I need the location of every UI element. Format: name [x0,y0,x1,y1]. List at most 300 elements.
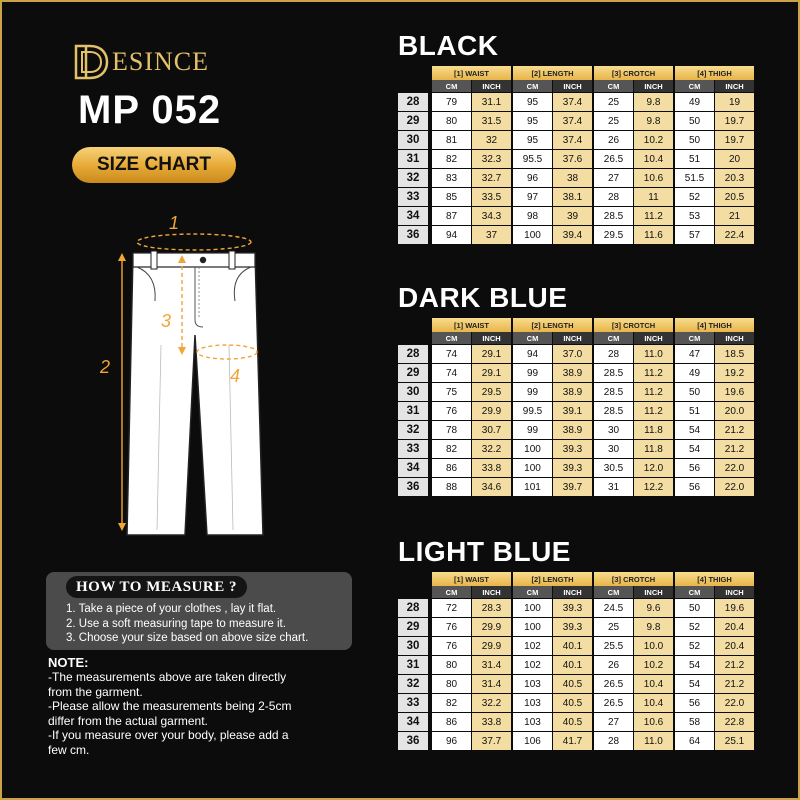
cm-cell: 85 [432,188,471,206]
unit-header-inch: INCH [634,586,673,598]
inch-cell: 11.2 [634,364,673,382]
unit-header-row [398,332,768,344]
cm-cell: 57 [675,226,714,244]
group-header: [2] LENGTH [513,572,592,586]
size-cell: 29 [398,618,428,636]
group-header: [4] THIGH [675,66,754,80]
table-black [398,30,768,241]
unit-header-inch: INCH [472,586,511,598]
cm-cell: 95 [513,93,552,111]
group-header-row [398,572,768,586]
table-row [398,617,768,636]
cm-cell: 51 [675,402,714,420]
cm-cell: 74 [432,364,471,382]
inch-cell: 9.8 [634,93,673,111]
inch-cell: 29.1 [472,345,511,363]
inch-cell: 32 [472,131,511,149]
table-title: BLACK [398,30,499,61]
size-cell: 34 [398,713,428,731]
inch-cell: 29.9 [472,618,511,636]
inch-cell: 31.1 [472,93,511,111]
inch-cell: 33.8 [472,713,511,731]
cm-cell: 28.5 [594,402,633,420]
inch-cell: 37.4 [553,112,592,130]
unit-header-inch: INCH [715,80,754,92]
cm-cell: 26.5 [594,150,633,168]
unit-header-inch: INCH [634,332,673,344]
cm-cell: 82 [432,150,471,168]
size-cell: 36 [398,226,428,244]
cm-cell: 29.5 [594,226,633,244]
cm-cell: 98 [513,207,552,225]
size-table [398,572,768,750]
inch-cell: 33.8 [472,459,511,477]
inch-cell: 10.6 [634,713,673,731]
table-row [398,636,768,655]
brand-logo [72,40,209,84]
inch-cell: 38 [553,169,592,187]
cm-cell: 30 [594,440,633,458]
cm-cell: 82 [432,440,471,458]
inch-cell: 32.7 [472,169,511,187]
table-row [398,382,768,401]
cm-cell: 28.5 [594,383,633,401]
unit-header-inch: INCH [715,586,754,598]
cm-cell: 102 [513,656,552,674]
inch-cell: 12.0 [634,459,673,477]
table-row [398,344,768,363]
cm-cell: 27 [594,169,633,187]
inch-cell: 20 [715,150,754,168]
waist-measure [137,234,251,250]
cm-cell: 74 [432,345,471,363]
group-header: [3] CROTCH [594,572,673,586]
cm-cell: 102 [513,637,552,655]
table-row [398,420,768,439]
cm-cell: 30.5 [594,459,633,477]
cm-cell: 26 [594,656,633,674]
size-cell: 31 [398,656,428,674]
inch-cell: 28.3 [472,599,511,617]
brand-monogram-icon [72,42,110,82]
inch-cell: 22.0 [715,478,754,496]
cm-cell: 50 [675,131,714,149]
cm-cell: 54 [675,656,714,674]
inch-cell: 38.1 [553,188,592,206]
unit-header-inch: INCH [472,80,511,92]
table-dark-blue [398,282,768,493]
inch-cell: 32.3 [472,150,511,168]
inch-cell: 11 [634,188,673,206]
unit-header-cm: CM [675,332,714,344]
cm-cell: 99 [513,421,552,439]
inch-cell: 11.2 [634,207,673,225]
inch-cell: 34.6 [472,478,511,496]
table-row [398,130,768,149]
table-title: LIGHT BLUE [398,536,571,567]
inch-cell: 22.0 [715,694,754,712]
size-cell: 30 [398,383,428,401]
cm-cell: 99 [513,383,552,401]
inch-cell: 21.2 [715,421,754,439]
group-header-row [398,318,768,332]
unit-header-cm: CM [675,80,714,92]
cm-cell: 100 [513,440,552,458]
unit-header-inch: INCH [634,80,673,92]
cm-cell: 75 [432,383,471,401]
inch-cell: 10.2 [634,656,673,674]
inch-cell: 41.7 [553,732,592,750]
cm-cell: 101 [513,478,552,496]
cm-cell: 54 [675,675,714,693]
inch-cell: 22.8 [715,713,754,731]
size-cell: 34 [398,207,428,225]
unit-header-cm: CM [594,586,633,598]
size-cell: 29 [398,364,428,382]
group-header: [2] LENGTH [513,66,592,80]
label-3: 3 [161,311,172,331]
cm-cell: 54 [675,440,714,458]
table-row [398,655,768,674]
brand-name: ESINCE [112,47,209,76]
inch-cell: 21 [715,207,754,225]
inch-cell: 19.6 [715,383,754,401]
cm-cell: 76 [432,637,471,655]
inch-cell: 19.6 [715,599,754,617]
inch-cell: 9.6 [634,599,673,617]
cm-cell: 80 [432,675,471,693]
inch-cell: 39.3 [553,599,592,617]
cm-cell: 95.5 [513,150,552,168]
step-item: 1. Take a piece of your clothes , lay it flat. [66,603,277,615]
inch-cell: 11.0 [634,732,673,750]
inch-cell: 32.2 [472,440,511,458]
cm-cell: 95 [513,112,552,130]
inch-cell: 37.4 [553,93,592,111]
label-1: 1 [169,213,180,233]
cm-cell: 99 [513,364,552,382]
inch-cell: 12.2 [634,478,673,496]
group-header: [4] THIGH [675,318,754,332]
cm-cell: 51 [675,150,714,168]
cm-cell: 88 [432,478,471,496]
size-cell: 30 [398,637,428,655]
cm-cell: 64 [675,732,714,750]
inch-cell: 11.6 [634,226,673,244]
cm-cell: 100 [513,599,552,617]
note-line: -If you measure over your body, please add a [48,728,289,742]
size-cell: 32 [398,675,428,693]
inch-cell: 25.1 [715,732,754,750]
cm-cell: 56 [675,459,714,477]
inch-cell: 39.3 [553,459,592,477]
inch-cell: 40.5 [553,713,592,731]
cm-cell: 87 [432,207,471,225]
group-header: [2] LENGTH [513,318,592,332]
table-row [398,598,768,617]
cm-cell: 51.5 [675,169,714,187]
inch-cell: 18.5 [715,345,754,363]
inch-cell: 37.7 [472,732,511,750]
cm-cell: 25 [594,93,633,111]
inch-cell: 38.9 [553,364,592,382]
inch-cell: 39.3 [553,618,592,636]
cm-cell: 80 [432,656,471,674]
how-to-measure-title: HOW TO MEASURE ? [66,576,247,598]
group-header-row [398,66,768,80]
table-row [398,225,768,244]
cm-cell: 82 [432,694,471,712]
size-cell: 31 [398,150,428,168]
size-chart-badge: SIZE CHART [72,147,236,183]
size-cell: 28 [398,345,428,363]
table-row [398,206,768,225]
note-line: differ from the actual garment. [48,713,208,728]
cm-cell: 100 [513,226,552,244]
cm-cell: 50 [675,599,714,617]
unit-header-row [398,586,768,598]
unit-header-inch: INCH [553,80,592,92]
inch-cell: 33.5 [472,188,511,206]
size-cell: 33 [398,440,428,458]
inch-cell: 31.5 [472,112,511,130]
cm-cell: 72 [432,599,471,617]
cm-cell: 25.5 [594,637,633,655]
cm-cell: 25 [594,618,633,636]
cm-cell: 30 [594,421,633,439]
inch-cell: 29.5 [472,383,511,401]
cm-cell: 78 [432,421,471,439]
size-cell: 33 [398,694,428,712]
inch-cell: 9.8 [634,618,673,636]
note-title: NOTE: [48,655,89,670]
inch-cell: 39 [553,207,592,225]
step-item: 2. Use a soft measuring tape to measure it. [66,617,286,630]
inch-cell: 19.2 [715,364,754,382]
inch-cell: 19.7 [715,112,754,130]
table-row [398,149,768,168]
table-light-blue [398,536,768,747]
inch-cell: 38.9 [553,421,592,439]
inch-cell: 29.1 [472,364,511,382]
inch-cell: 10.4 [634,150,673,168]
unit-header-cm: CM [513,80,552,92]
label-4: 4 [230,366,241,386]
size-cell: 36 [398,478,428,496]
cm-cell: 26 [594,131,633,149]
inch-cell: 20.3 [715,169,754,187]
inch-cell: 20.5 [715,188,754,206]
unit-header-cm: CM [675,586,714,598]
cm-cell: 27 [594,713,633,731]
inch-cell: 34.3 [472,207,511,225]
group-header: [3] CROTCH [594,66,673,80]
inch-cell: 37 [472,226,511,244]
table-title: DARK BLUE [398,282,568,313]
table-row [398,731,768,750]
unit-header-cm: CM [513,586,552,598]
inch-cell: 31.4 [472,656,511,674]
inch-cell: 40.5 [553,694,592,712]
inch-cell: 11.8 [634,421,673,439]
size-cell: 33 [398,188,428,206]
cm-cell: 58 [675,713,714,731]
cm-cell: 28.5 [594,364,633,382]
inch-cell: 39.1 [553,402,592,420]
size-cell: 30 [398,131,428,149]
cm-cell: 56 [675,478,714,496]
inch-cell: 20.4 [715,637,754,655]
unit-header-inch: INCH [715,332,754,344]
model-number: MP 052 [78,88,222,132]
inch-cell: 29.9 [472,402,511,420]
table-row [398,401,768,420]
inch-cell: 20.4 [715,618,754,636]
cm-cell: 56 [675,694,714,712]
cm-cell: 26.5 [594,694,633,712]
note-line: from the garment. [48,684,143,699]
inch-cell: 10.2 [634,131,673,149]
step-item: 3. Choose your size based on above size chart. [66,632,309,644]
note-line: -The measurements above are taken directly [48,670,287,684]
group-header: [1] WAIST [432,66,511,80]
table-row [398,92,768,111]
inch-cell: 22.4 [715,226,754,244]
inch-cell: 22.0 [715,459,754,477]
unit-header-cm: CM [432,332,471,344]
note-section [48,655,358,757]
table-row [398,674,768,693]
inch-cell: 10.0 [634,637,673,655]
inch-cell: 29.9 [472,637,511,655]
size-table [398,318,768,496]
inch-cell: 9.8 [634,112,673,130]
cm-cell: 95 [513,131,552,149]
size-table [398,66,768,244]
table-row [398,712,768,731]
cm-cell: 81 [432,131,471,149]
cm-cell: 94 [513,345,552,363]
cm-cell: 24.5 [594,599,633,617]
group-header: [3] CROTCH [594,318,673,332]
inch-cell: 40.1 [553,637,592,655]
unit-header-inch: INCH [472,332,511,344]
inch-cell: 39.4 [553,226,592,244]
cm-cell: 76 [432,402,471,420]
size-cell: 34 [398,459,428,477]
cm-cell: 99.5 [513,402,552,420]
cm-cell: 96 [432,732,471,750]
cm-cell: 52 [675,637,714,655]
cm-cell: 28 [594,188,633,206]
size-cell: 31 [398,402,428,420]
inch-cell: 19.7 [715,131,754,149]
table-row [398,363,768,382]
group-header: [1] WAIST [432,572,511,586]
inch-cell: 40.1 [553,656,592,674]
inch-cell: 31.4 [472,675,511,693]
inch-cell: 39.3 [553,440,592,458]
cm-cell: 28 [594,345,633,363]
inch-cell: 11.2 [634,383,673,401]
cm-cell: 100 [513,618,552,636]
cm-cell: 50 [675,383,714,401]
inch-cell: 38.9 [553,383,592,401]
cm-cell: 103 [513,675,552,693]
pants-diagram [95,205,295,540]
cm-cell: 80 [432,112,471,130]
label-2: 2 [100,357,111,377]
cm-cell: 96 [513,169,552,187]
cm-cell: 83 [432,169,471,187]
table-row [398,168,768,187]
unit-header-inch: INCH [553,332,592,344]
inch-cell: 20.0 [715,402,754,420]
note-line: -Please allow the measurements being 2-5cm [48,699,292,713]
inch-cell: 30.7 [472,421,511,439]
size-cell: 32 [398,421,428,439]
cm-cell: 50 [675,112,714,130]
note-line: few cm. [48,742,90,757]
inch-cell: 11.2 [634,402,673,420]
table-row [398,693,768,712]
cm-cell: 28 [594,732,633,750]
unit-header-cm: CM [594,332,633,344]
inch-cell: 37.4 [553,131,592,149]
cm-cell: 49 [675,93,714,111]
table-row [398,458,768,477]
cm-cell: 103 [513,713,552,731]
cm-cell: 94 [432,226,471,244]
unit-header-cm: CM [513,332,552,344]
cm-cell: 52 [675,618,714,636]
table-row [398,439,768,458]
cm-cell: 49 [675,364,714,382]
cm-cell: 54 [675,421,714,439]
table-row [398,477,768,496]
inch-cell: 10.4 [634,694,673,712]
inch-cell: 11.0 [634,345,673,363]
cm-cell: 26.5 [594,675,633,693]
inch-cell: 32.2 [472,694,511,712]
inch-cell: 21.2 [715,440,754,458]
table-row [398,187,768,206]
table-row [398,111,768,130]
unit-header-cm: CM [594,80,633,92]
cm-cell: 53 [675,207,714,225]
cm-cell: 103 [513,694,552,712]
inch-cell: 10.4 [634,675,673,693]
cm-cell: 97 [513,188,552,206]
inch-cell: 37.6 [553,150,592,168]
cm-cell: 100 [513,459,552,477]
cm-cell: 106 [513,732,552,750]
cm-cell: 76 [432,618,471,636]
size-cell: 28 [398,93,428,111]
cm-cell: 52 [675,188,714,206]
cm-cell: 86 [432,713,471,731]
unit-header-row [398,80,768,92]
size-cell: 29 [398,112,428,130]
inch-cell: 40.5 [553,675,592,693]
inch-cell: 11.8 [634,440,673,458]
cm-cell: 25 [594,112,633,130]
inch-cell: 21.2 [715,675,754,693]
cm-cell: 47 [675,345,714,363]
size-cell: 32 [398,169,428,187]
group-header: [4] THIGH [675,572,754,586]
unit-header-inch: INCH [553,586,592,598]
